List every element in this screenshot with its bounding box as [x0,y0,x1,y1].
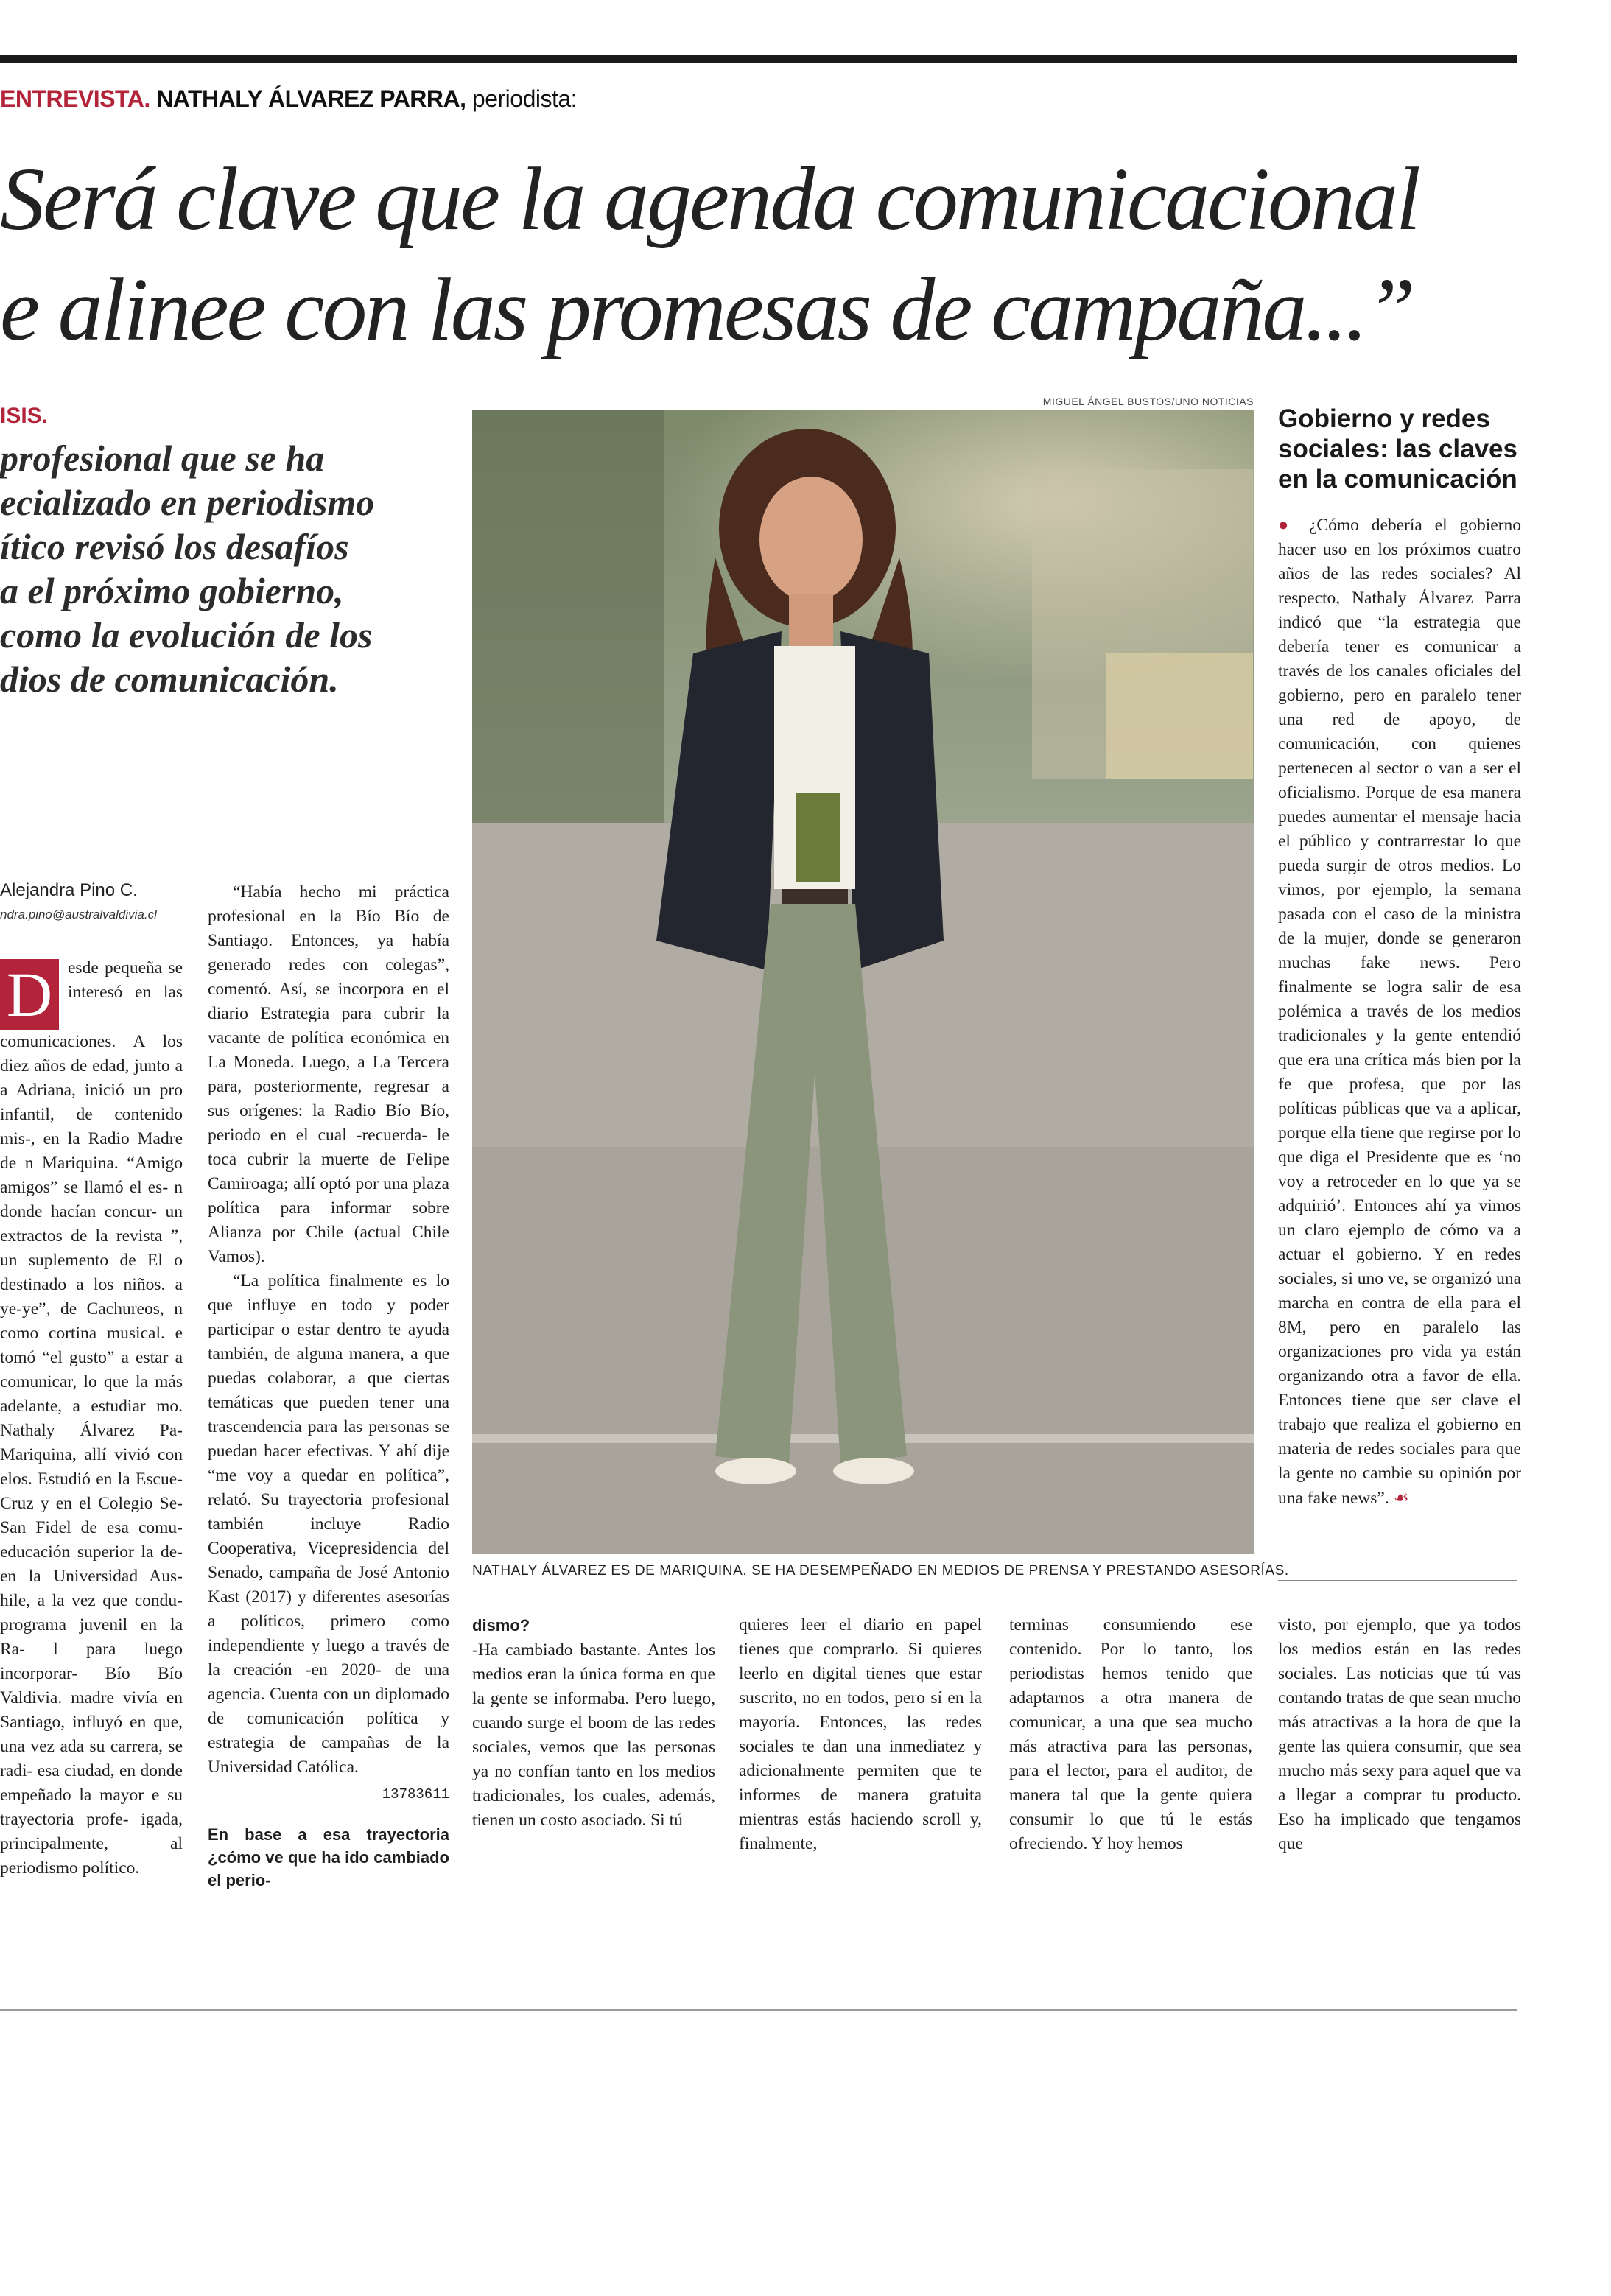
lower-column-1-text: -Ha cambiado bastante. Antes los medios eran la única forma en que la gente se informaba. Pero luego, cuando surge el boom de las redes sociales, vemos que las personas ya no confían tanto en los medios tradicionales, los cuales, además, tienen un costo asociado. Si tú [472,1640,715,1830]
photo-credit: MIGUEL ÁNGEL BUSTOS/UNO NOTICIAS [1042,396,1254,407]
sidebar-divider [1278,1580,1517,1581]
kicker-section: ENTREVISTA. [0,85,150,112]
lower-column-2-text: quieres leer el diario en papel tienes que comprarlo. Si quieres leerlo en digital tienes que estar suscrito, no en todos, pero sí en la mayoría. Entonces, las redes sociales te dan una inmediatez y adicionalmente permiten que te informes de manera gratuita mientras estás haciendo scroll y, finalmente, [739,1615,982,1853]
sidebar-text [1278,513,1521,1567]
lower-column-3-text: terminas consumiendo ese contenido. Por lo tanto, los periodistas hemos tenido que adaptarnos a otra manera de comunicar, a una que sea mucho más atractiva para las personas, para el lector, para el auditor, de manera tal que la gente quiera consumir lo que tú le estás ofreciendo. Y hoy hemos [1009,1615,1252,1853]
kicker-name: NATHALY ÁLVAREZ PARRA, [156,85,466,112]
lede [0,436,449,701]
lower-column-4 [1278,1613,1521,1864]
interview-question: En base a esa trayectoria ¿cómo ve que ha ido cambiado el perio- [208,1825,449,1889]
sidebar-body: ¿Cómo debería el gobierno hacer uso en los próximos cuatro años de las redes sociales? Al respecto, Nathaly Álvarez Parra indicó que “la estrategia que debería tener es comunicar a través de los canales oficiales del gobierno, pero en paralelo tener una red de apoyo, de comunicación, con quienes pertenecen al sector o van a ser el oficialismo. Porque de esa manera puedes aumentar el mensaje hacia el público y contrarrestar lo que pueda surgir de otros medios. Lo vimos, por ejemplo, la semana pasada con el caso de la ministra de la mujer, donde se generaron muchas fake news. Pero finalmente se logra salir de esa polémica a través de los medios tradicionales y la gente entendió que era una crítica más bien por la fe que profesa, que por las políticas públicas que va a aplicar, porque ella tiene que regirse por lo que diga el Presidente que es ‘no voy a retroceder en lo que ya se adquirió’. Entonces ahí ya vimos un claro ejemplo de cómo va a actuar el gobierno. Y en redes sociales, si uno ve, se organizó una marcha en contra de ella para el 8M, pero en paralelo las organizaciones pro vida ya están organizando otra a favor de ella. Entonces tiene que ser clave el trabajo que realiza el gobierno en materia de redes sociales para que la gente no cambie su opinión por una fake news”. [1278,516,1521,1508]
lower-column-1 [472,1613,715,1864]
column-2-paragraph-2: “La política finalmente es lo que influye en todo y poder participar o estar dentro te ayuda también, de alguna manera, a que puedas colaborar, a que ciertas temáticas que pueden tener una trascendencia para las personas se puedan hacer efectivas. Y ahí dije “me voy a quedar en política”, relató. Su trayectoria profesional también incluye Radio Cooperativa, Vicepresidencia del Senado, campaña de José Antonio Kast (2017) y diferentes asesorías a políticos, primero como independiente y luego a través de la creación -en 2020- de una agencia. Cuenta con un diplomado de comunicación política y estrategia de campañas de la Universidad Católica. [208,1271,449,1777]
headline-line-2: e alinee con las promesas de campaña...” [0,260,1414,359]
column-1-text: esde pequeña se interesó en las comunicaciones. A los diez años de edad, junto a a Adriana, inició un pro infantil, de contenido mis-, en la Radio Madre de n Mariquina. “Amigo amigos” se llamó el es- n donde hacían concur- un extractos de la revista ”, un suplemento de El o destinado a los niños. a ye-ye”, de Cachureos, n como cortina musical. e tomó “el gusto” a estar a comunicar, lo que la más adelante, a estudiar mo. Nathaly Álvarez Pa- Mariquina, allí vivió con elos. Estudió en la Escue- Cruz y en el Colegio Se- San Fidel de esa comu- educación superior la de- en la Universidad Aus- hile, a la vez que condu- programa juvenil en la Ra- l para luego incorporar- Bío Bío Valdivia. madre vivía en Santiago, influyó en que, una vez ada su carrera, se radi- esa ciudad, en donde empeñado la mayor e su trayectoria profe- igada, principalmente, al periodismo político. [0,958,183,1878]
drop-cap: D [0,959,59,1030]
byline-author: Alejandra Pino C. [0,880,138,900]
question-end: dismo? [472,1616,530,1635]
kicker [0,85,577,113]
section-tag: ISIS. [0,404,49,428]
article-column-1 [0,956,183,1878]
column-2-paragraph-1: “Había hecho mi práctica profesional en la Bío Bío de Santiago. Entonces, ya había generado redes con colegas”, comentó. Así, se incorpora en el diario Estrategia para cubrir la vacante de política económica en La Moneda. Luego, a La Tercera para, posteriormente, regresar a sus orígenes: la Radio Bío Bío, periodo en el cual -recuerda- le toca cubrir la muerte de Felipe Camiroaga; allí optó por una plaza política para informar sobre Alianza por Chile (actual Chile Vamos). [208,882,449,1266]
portrait-photo [472,410,1254,1554]
end-mark-icon: ☙ [1393,1487,1409,1508]
lede-line: dios de comunicación. [0,659,339,700]
bottom-rule [0,2009,1517,2011]
article-column-2 [208,880,449,1889]
bullet-icon: ● [1278,516,1297,535]
headline-line-1: Será clave que la agenda comunicacional [0,150,1419,249]
lede-line: profesional que se ha [0,438,325,479]
sidebar-title: Gobierno y redes sociales: las claves en la comunicación [1278,404,1517,494]
lede-line: ítico revisó los desafíos [0,526,349,567]
lede-line: ecializado en periodismo [0,482,375,523]
lower-column-4-text: visto, por ejemplo, que ya todos los medios están en las redes sociales. Las noticias que tú vas contando tratas de que sean mucho más atractivas a la hora de que la gente las quiera consumir, que sea mucho más sexy para aquel que va a llegar a comprar tu producto. Eso ha implicado que tengamos que [1278,1615,1521,1853]
photo-caption: NATHALY ÁLVAREZ ES DE MARIQUINA. SE HA DESEMPEÑADO EN MEDIOS DE PRENSA Y PRESTANDO ASESORÍAS. [472,1563,1289,1579]
top-rule [0,55,1517,63]
headline [0,144,1532,365]
lower-column-2 [739,1613,982,1864]
lower-column-3 [1009,1613,1252,1864]
lede-line: a el próximo gobierno, [0,570,344,611]
portrait-illustration [472,410,1254,1554]
lede-line: como la evolución de los [0,614,373,656]
article-code: 13783611 [382,1786,449,1802]
kicker-role: periodista: [466,85,578,112]
byline-email[interactable]: ndra.pino@australvaldivia.cl [0,907,157,921]
